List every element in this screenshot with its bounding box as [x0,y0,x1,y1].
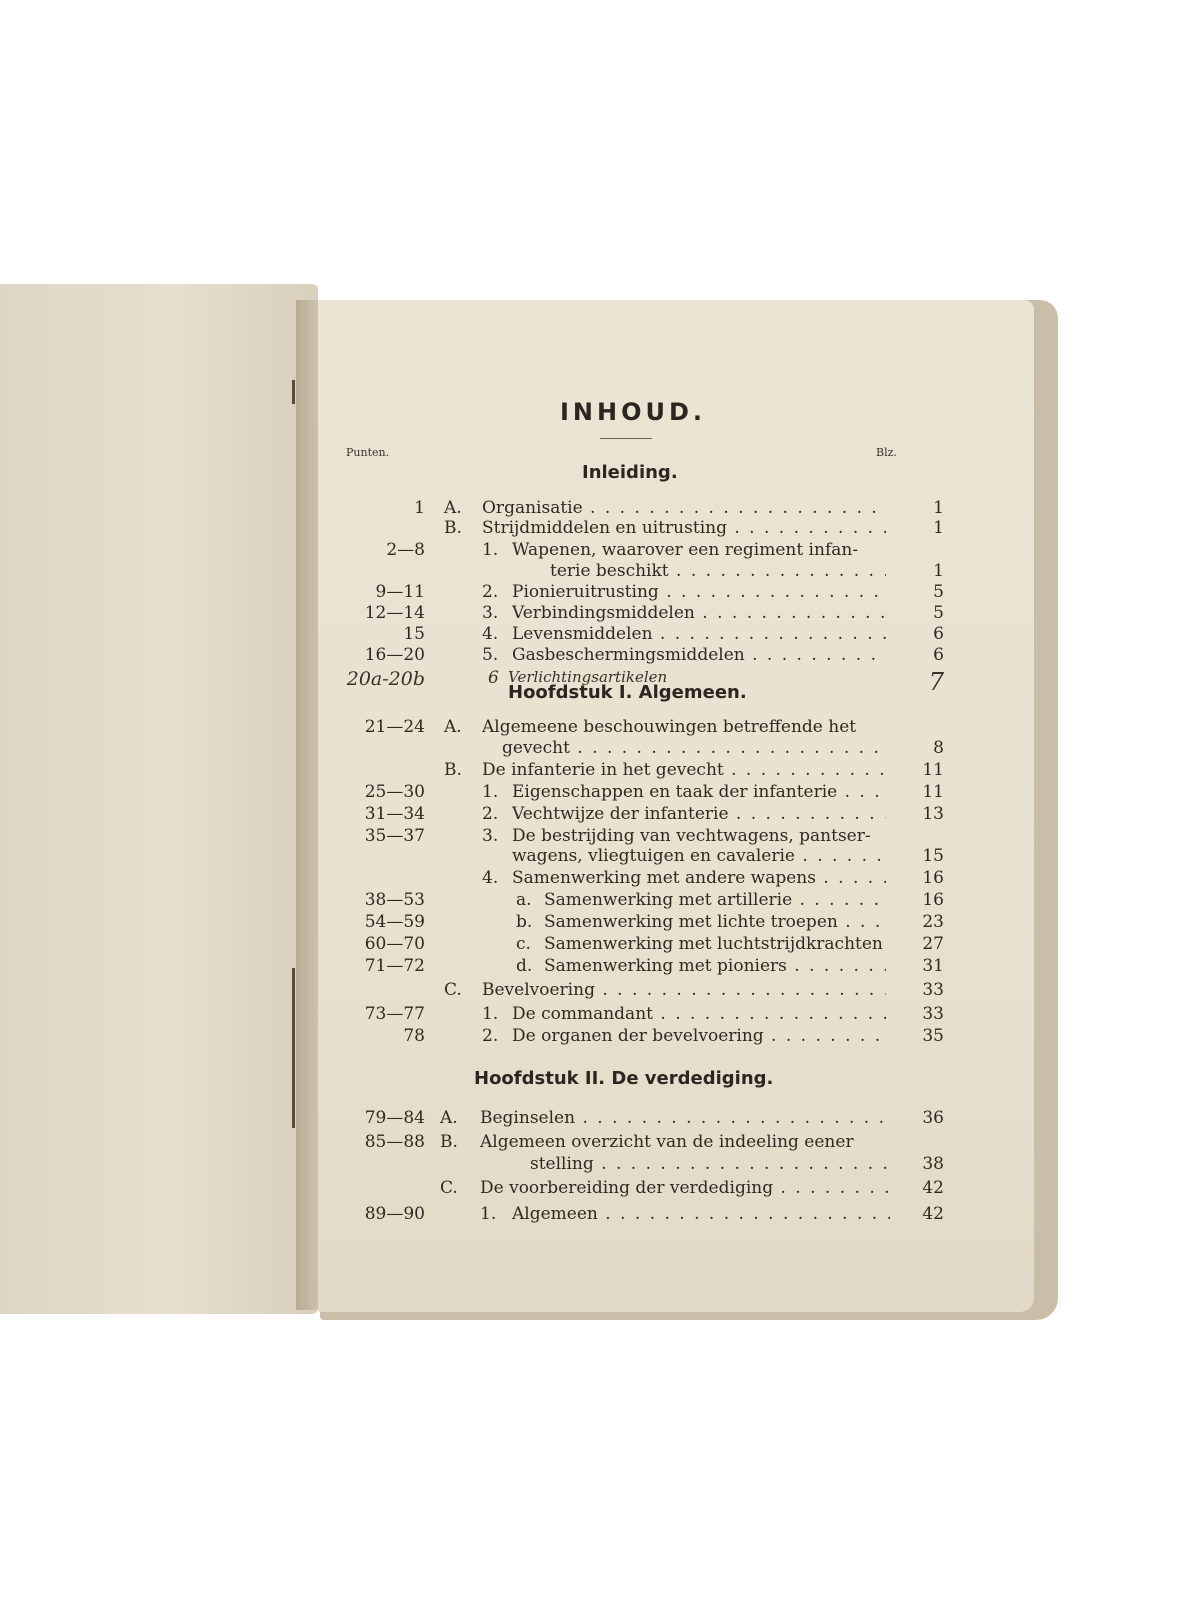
page-title: INHOUD. [560,398,707,426]
toc-label: 4. [482,624,499,644]
toc-text: Samenwerking met andere wapens . . . [512,868,886,888]
toc-row [330,582,1010,604]
toc-text: Bevelvoering . . . [482,980,886,1000]
toc-text: De bestrijding van vechtwagens, pantser- [512,826,871,846]
toc-row [330,1204,1010,1226]
toc-row [330,760,1010,782]
toc-row [330,956,1010,978]
toc-punten: 35—37 [364,826,425,846]
toc-row [330,498,1010,520]
toc-row [330,1178,1010,1200]
toc-text: Pionieruitrusting . . . [512,582,886,602]
toc-punten: 31—34 [364,804,425,824]
toc-row [330,890,1010,912]
toc-text: Algemeene beschouwingen betreffende het [482,717,857,737]
toc-punten: 89—90 [364,1204,425,1224]
toc-label: A. [440,1108,458,1128]
toc-label: a. [516,890,532,910]
toc-page: 11 [922,760,944,780]
binding-stitch [292,968,295,1128]
toc-page: 27 [922,934,944,954]
toc-text: gevecht . . . [502,738,886,758]
toc-page: 35 [922,1026,944,1046]
toc-row [330,1004,1010,1026]
toc-text: terie beschikt . . . [550,561,886,581]
toc-label: 5. [482,645,499,665]
toc-page: 5 [933,603,944,623]
toc-label: B. [444,760,462,780]
toc-label: c. [516,934,531,954]
toc-page: 1 [933,518,944,538]
toc-label: C. [444,980,462,1000]
toc-page: 6 [933,645,944,665]
toc-page: 31 [922,956,944,976]
toc-row [330,540,1010,562]
toc-label: 2. [482,804,499,824]
toc-row [330,717,1010,739]
left-page [0,284,318,1314]
toc-punten: 9—11 [375,582,425,602]
toc-page: 11 [922,782,944,802]
toc-text: Algemeen . . . [512,1204,890,1224]
toc-page: 42 [922,1204,944,1224]
toc-text: Strijdmiddelen en uitrusting . . . [482,518,886,538]
toc-label: 2. [482,582,499,602]
toc-punten: 54—59 [364,912,425,932]
toc-row [330,603,1010,625]
toc-text: Verlichtingsartikelen [508,668,668,686]
toc-punten: 1 [414,498,425,518]
toc-label: B. [444,518,462,538]
toc-row [330,1132,1010,1154]
toc-punten: 73—77 [364,1004,425,1024]
toc-text: Organisatie . . . [482,498,886,518]
toc-label: A. [444,717,462,737]
toc-punten: 79—84 [364,1108,425,1128]
toc-row [330,846,1010,868]
toc-punten: 2—8 [386,540,425,560]
toc-text: De commandant . . . [512,1004,886,1024]
toc-punten: 60—70 [364,934,425,954]
toc-label: 3. [482,603,499,623]
toc-text: De organen der bevelvoering . . . [512,1026,886,1046]
toc-text: Samenwerking met lichte troepen . . . [544,912,886,932]
toc-text: Samenwerking met artillerie . . . [544,890,886,910]
toc-label: 3. [482,826,499,846]
toc-page: 15 [922,846,944,866]
toc-row [330,1154,1010,1176]
toc-text: Gasbeschermingsmiddelen . . . [512,645,886,665]
toc-text: Vechtwijze der infanterie . . . [512,804,886,824]
toc-punten: 38—53 [364,890,425,910]
toc-text: Algemeen overzicht van de indeeling eener [480,1132,854,1152]
toc-page: 36 [922,1108,944,1128]
toc-page: 16 [922,890,944,910]
section-heading-hoofdstuk-1: Hoofdstuk I. Algemeen. [508,682,747,703]
toc-label: 1. [482,540,499,560]
toc-text: Eigenschappen en taak der infanterie . . . [512,782,886,802]
toc-label: C. [440,1178,458,1198]
toc-text: Levensmiddelen . . . [512,624,886,644]
toc-row [330,1026,1010,1048]
section-heading-hoofdstuk-2: Hoofdstuk II. De verdediging. [474,1068,774,1089]
toc-punten: 12—14 [364,603,425,623]
toc-punten: 21—24 [364,717,425,737]
toc-label: 1. [482,1004,499,1024]
toc-page: 16 [922,868,944,888]
toc-page: 33 [922,980,944,1000]
toc-text: Beginselen . . . [480,1108,890,1128]
toc-page: 23 [922,912,944,932]
toc-page: 6 [933,624,944,644]
toc-page: 38 [922,1154,944,1174]
toc-label: d. [516,956,533,976]
toc-punten: 25—30 [364,782,425,802]
toc-text: Verbindingsmiddelen . . . [512,603,886,623]
section-heading-inleiding: Inleiding. [582,462,678,483]
toc-text: Samenwerking met luchtstrijdkrachten [544,934,883,954]
toc-row [330,782,1010,804]
toc-row [330,645,1010,667]
toc-punten: 15 [403,624,425,644]
title-rule [600,438,652,439]
toc-punten: 16—20 [364,645,425,665]
toc-punten: 20a-20b [346,668,425,690]
toc-label: 1. [480,1204,497,1224]
toc-text: wagens, vliegtuigen en cavalerie . . . [512,846,886,866]
toc-page: 42 [922,1178,944,1198]
toc-label: B. [440,1132,458,1152]
toc-text: Samenwerking met pioniers . . . [544,956,886,976]
toc-page: 7 [928,668,944,696]
toc-row [330,1108,1010,1130]
toc-row [330,826,1010,848]
toc-label: 1. [482,782,499,802]
toc-page: 5 [933,582,944,602]
toc-row [330,561,1010,583]
toc-text: De infanterie in het gevecht . . . [482,760,886,780]
toc-punten: 71—72 [364,956,425,976]
binding-stitch [292,380,295,404]
toc-page: 1 [933,561,944,581]
toc-row [330,804,1010,826]
toc-page: 1 [933,498,944,518]
toc-label: 4. [482,868,499,888]
toc-row [330,738,1010,760]
toc-text: De voorbereiding der verdediging . . . [480,1178,890,1198]
column-header-punten: Punten. [346,446,390,459]
toc-text: Wapenen, waarover een regiment infan- [512,540,859,560]
toc-page: 33 [922,1004,944,1024]
toc-row [330,624,1010,646]
column-header-blz: Blz. [876,446,897,459]
toc-label: A. [444,498,462,518]
toc-punten: 85—88 [364,1132,425,1152]
toc-row [330,912,1010,934]
toc-page: 8 [933,738,944,758]
toc-row [330,934,1010,956]
toc-row [330,518,1010,540]
toc-label: 6 [488,668,499,688]
toc-row [330,980,1010,1002]
toc-label: b. [516,912,533,932]
toc-text: stelling . . . [530,1154,890,1174]
toc-label: 2. [482,1026,499,1046]
toc-page: 13 [922,804,944,824]
toc-row [330,868,1010,890]
toc-punten: 78 [403,1026,425,1046]
